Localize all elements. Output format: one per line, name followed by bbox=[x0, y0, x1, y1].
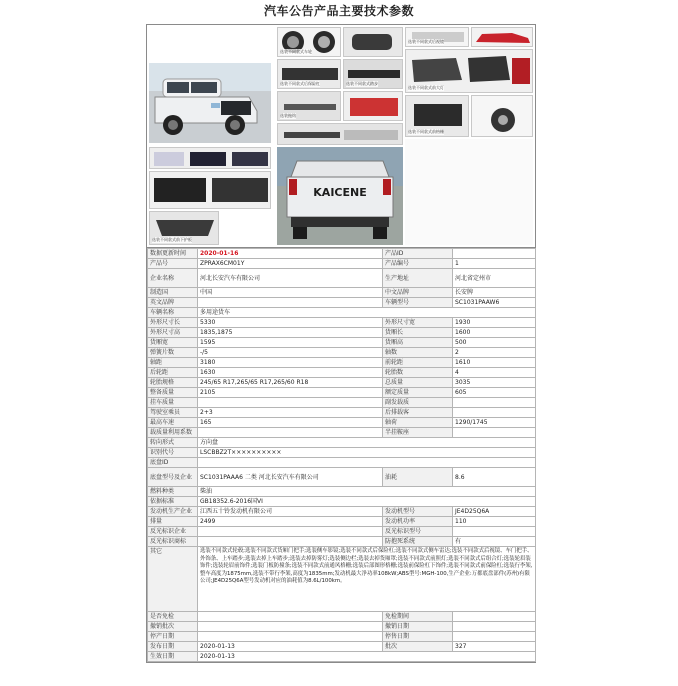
spec-field-label: 排量 bbox=[148, 517, 198, 527]
spec-sheet bbox=[146, 24, 536, 663]
spec-field-label: 英文品牌 bbox=[148, 298, 198, 308]
photo-grille bbox=[405, 95, 469, 137]
spec-field-label: 半挂鞍座 bbox=[383, 428, 453, 438]
spec-field-value: ZPRAX6CM01Y bbox=[198, 259, 383, 269]
spec-row bbox=[148, 259, 536, 269]
spec-field-value: 2105 bbox=[198, 388, 383, 398]
spec-field-value: LSCBBZ2T×××××××××× bbox=[198, 448, 536, 458]
spec-field-value: 5330 bbox=[198, 318, 383, 328]
spec-field-value bbox=[453, 398, 536, 408]
spec-field-value bbox=[198, 622, 383, 632]
spec-field-value: GB18352.6-2016国VI bbox=[198, 497, 536, 507]
spec-field-value bbox=[453, 612, 536, 622]
spec-row bbox=[148, 418, 536, 428]
spec-field-label: 油耗 bbox=[383, 468, 453, 487]
spec-field-label: 产品ID bbox=[383, 249, 453, 259]
photo-mirror-set bbox=[149, 147, 271, 169]
spec-field-label: 驾驶室乘员 bbox=[148, 408, 198, 418]
spec-row bbox=[148, 652, 536, 662]
spec-field-value: 1 bbox=[453, 259, 536, 269]
spec-row bbox=[148, 458, 536, 468]
spec-field-value bbox=[198, 398, 383, 408]
photo-headlamp bbox=[405, 49, 533, 93]
spec-field-value bbox=[453, 408, 536, 418]
photo-step-side bbox=[277, 123, 403, 145]
photo-wheels bbox=[277, 27, 341, 57]
spec-field-label: 轴荷 bbox=[383, 418, 453, 428]
spec-field-label: 其它 bbox=[148, 547, 198, 612]
spec-field-value: 4 bbox=[453, 368, 536, 378]
spec-field-value bbox=[198, 298, 383, 308]
spec-field-value: 3180 bbox=[198, 358, 383, 368]
spec-field-label: 企业名称 bbox=[148, 269, 198, 288]
spec-field-value: 中国 bbox=[198, 288, 383, 298]
caption-hitch: 选装拖钩 bbox=[280, 113, 296, 118]
spec-field-label: 发动机功率 bbox=[383, 517, 453, 527]
page-title: 汽车公告产品主要技术参数 bbox=[263, 4, 414, 18]
spec-field-value: 1290/1745 bbox=[453, 418, 536, 428]
spec-row bbox=[148, 612, 536, 622]
spec-field-value: SC1031PAAA6 二类 河北长安汽车有限公司 bbox=[198, 468, 383, 487]
spec-field-value: 8.6 bbox=[453, 468, 536, 487]
spec-field-value: 2020-01-16 bbox=[198, 249, 383, 259]
spec-field-label: 撤销批次 bbox=[148, 622, 198, 632]
spec-field-value bbox=[453, 632, 536, 642]
spec-row bbox=[148, 408, 536, 418]
spec-row bbox=[148, 527, 536, 537]
caption-lower-front: 选装不同款式前下护板 bbox=[152, 237, 192, 242]
spec-row bbox=[148, 632, 536, 642]
spec-field-value bbox=[453, 428, 536, 438]
spec-field-label: 货厢长 bbox=[383, 328, 453, 338]
photo-bed-red bbox=[343, 91, 403, 121]
spec-row bbox=[148, 298, 536, 308]
spec-field-value: 1610 bbox=[453, 358, 536, 368]
spec-field-value: 河北长安汽车有限公司 bbox=[198, 269, 383, 288]
spec-field-value: 有 bbox=[453, 537, 536, 547]
spec-field-value: 长安牌 bbox=[453, 288, 536, 298]
spec-field-label: 额定质量 bbox=[383, 388, 453, 398]
spec-field-value: 多用途货车 bbox=[198, 308, 536, 318]
spec-row bbox=[148, 547, 536, 612]
spec-field-value: 1930 bbox=[453, 318, 536, 328]
photo-truck-rear bbox=[277, 147, 403, 245]
caption-wheels: 选装不同款式车轮 bbox=[280, 49, 312, 54]
spec-field-value: 方向盘 bbox=[198, 438, 536, 448]
spec-field-label: 生效日期 bbox=[148, 652, 198, 662]
spec-row bbox=[148, 517, 536, 527]
photo-lower-guard bbox=[149, 211, 219, 245]
spec-field-value: -/5 bbox=[198, 348, 383, 358]
spec-field-label: 轴数 bbox=[383, 348, 453, 358]
spec-field-label: 副发载质 bbox=[383, 398, 453, 408]
photo-light-detail bbox=[405, 139, 533, 245]
tailgate-lettering: KAICENE bbox=[313, 186, 367, 199]
spec-field-value: JE4D25Q6A bbox=[453, 507, 536, 517]
spec-field-label: 后排载客 bbox=[383, 408, 453, 418]
spec-field-label: 载质量利用系数 bbox=[148, 428, 198, 438]
spec-row bbox=[148, 348, 536, 358]
spec-row bbox=[148, 318, 536, 328]
spec-field-value: 江西五十铃发动机有限公司 bbox=[198, 507, 383, 517]
photo-grille-variants bbox=[149, 171, 271, 209]
spec-field-label: 转向形式 bbox=[148, 438, 198, 448]
spec-field-value: 165 bbox=[198, 418, 383, 428]
spec-field-label: 货厢宽 bbox=[148, 338, 198, 348]
spec-field-label: 是否免检 bbox=[148, 612, 198, 622]
spec-field-label: 货厢高 bbox=[383, 338, 453, 348]
spec-field-value bbox=[198, 537, 383, 547]
spec-row bbox=[148, 368, 536, 378]
spec-field-value bbox=[198, 428, 383, 438]
spec-field-label: 总质量 bbox=[383, 378, 453, 388]
spec-field-label: 批次 bbox=[383, 642, 453, 652]
photo-collage bbox=[147, 25, 535, 248]
spec-field-value: 河北省定州市 bbox=[453, 269, 536, 288]
spec-field-label: 反光标识商标 bbox=[148, 537, 198, 547]
spec-row bbox=[148, 438, 536, 448]
spec-row bbox=[148, 249, 536, 259]
spec-field-label: 反光标识型号 bbox=[383, 527, 453, 537]
spec-field-label: 燃料种类 bbox=[148, 487, 198, 497]
spec-field-label: 停产日期 bbox=[148, 632, 198, 642]
spec-field-label: 轴距 bbox=[148, 358, 198, 368]
spec-field-label: 外形尺寸宽 bbox=[383, 318, 453, 328]
photo-rear-bumper bbox=[277, 59, 341, 89]
spec-field-label: 识别代号 bbox=[148, 448, 198, 458]
caption-headlamp: 选装不同款式前大灯 bbox=[408, 85, 444, 90]
spec-field-label: 生产地址 bbox=[383, 269, 453, 288]
spec-field-label: 外形尺寸高 bbox=[148, 328, 198, 338]
caption-mirror: 选装不同款式后视镜 bbox=[408, 39, 444, 44]
photo-truck-front bbox=[149, 63, 271, 143]
spec-field-value: 2499 bbox=[198, 517, 383, 527]
caption-step: 选装不同款式踏步 bbox=[346, 81, 378, 86]
spec-row bbox=[148, 642, 536, 652]
spec-field-value: 3035 bbox=[453, 378, 536, 388]
spec-field-value bbox=[198, 458, 536, 468]
spec-field-label: 外形尺寸长 bbox=[148, 318, 198, 328]
spec-field-value: 605 bbox=[453, 388, 536, 398]
spec-row bbox=[148, 507, 536, 517]
spec-row bbox=[148, 388, 536, 398]
spec-field-label: 发布日期 bbox=[148, 642, 198, 652]
spec-field-value: 1835,1875 bbox=[198, 328, 383, 338]
spec-field-label: 挂车质量 bbox=[148, 398, 198, 408]
spec-field-value bbox=[198, 612, 383, 622]
spec-field-label: 最高车速 bbox=[148, 418, 198, 428]
spec-field-value bbox=[453, 622, 536, 632]
spec-field-label: 后轮距 bbox=[148, 368, 198, 378]
spec-field-label: 车辆型号 bbox=[383, 298, 453, 308]
spec-field-value: 327 bbox=[453, 642, 536, 652]
photo-rear-lamp bbox=[405, 27, 469, 47]
spec-row bbox=[148, 497, 536, 507]
photo-front-white bbox=[471, 95, 533, 137]
photo-step bbox=[343, 59, 403, 89]
spec-field-label: 车辆名称 bbox=[148, 308, 198, 318]
spec-field-value bbox=[453, 527, 536, 537]
spec-field-label: 制造国 bbox=[148, 288, 198, 298]
spec-row bbox=[148, 537, 536, 547]
spec-field-label: 整备质量 bbox=[148, 388, 198, 398]
spec-field-value: 1600 bbox=[453, 328, 536, 338]
spec-row bbox=[148, 308, 536, 318]
spec-field-value: 柴油 bbox=[198, 487, 536, 497]
spec-field-label: 数据更新时间 bbox=[148, 249, 198, 259]
spec-row bbox=[148, 338, 536, 348]
spec-field-label: 撤销日期 bbox=[383, 622, 453, 632]
spec-field-value: 2 bbox=[453, 348, 536, 358]
spec-row bbox=[148, 448, 536, 458]
spec-field-value: 2+3 bbox=[198, 408, 383, 418]
spec-field-value: 110 bbox=[453, 517, 536, 527]
spec-row bbox=[148, 622, 536, 632]
spec-field-label: 停售日期 bbox=[383, 632, 453, 642]
spec-field-value: 500 bbox=[453, 338, 536, 348]
spec-field-label: 防抱死系统 bbox=[383, 537, 453, 547]
truck-front-icon bbox=[149, 63, 271, 143]
spec-row bbox=[148, 378, 536, 388]
spec-field-label: 发动机生产企业 bbox=[148, 507, 198, 517]
spec-field-label: 轮胎规格 bbox=[148, 378, 198, 388]
spec-field-label: 免检期间 bbox=[383, 612, 453, 622]
spec-field-label: 底盘ID bbox=[148, 458, 198, 468]
spec-field-label: 产品编号 bbox=[383, 259, 453, 269]
spec-field-value: 1630 bbox=[198, 368, 383, 378]
spec-field-label: 弹簧片数 bbox=[148, 348, 198, 358]
spec-field-value bbox=[198, 632, 383, 642]
photo-bumper-lower bbox=[277, 91, 341, 121]
spec-field-label: 反光标识企业 bbox=[148, 527, 198, 537]
spec-field-label: 前轮距 bbox=[383, 358, 453, 368]
photo-red-truck bbox=[471, 27, 533, 47]
spec-row bbox=[148, 428, 536, 438]
spec-field-label: 产品号 bbox=[148, 259, 198, 269]
spec-row bbox=[148, 398, 536, 408]
spec-row bbox=[148, 269, 536, 288]
spec-row bbox=[148, 487, 536, 497]
spec-row bbox=[148, 358, 536, 368]
spec-field-value: 2020-01-13 bbox=[198, 652, 536, 662]
spec-row bbox=[148, 328, 536, 338]
spec-field-value: 1595 bbox=[198, 338, 383, 348]
spec-table bbox=[147, 248, 536, 662]
spec-row bbox=[148, 288, 536, 298]
spec-field-label: 发动机型号 bbox=[383, 507, 453, 517]
caption-grille: 选装不同款式前格栅 bbox=[408, 129, 444, 134]
spec-field-value: 选装不同款式轮毂;选装不同款式货厢门把手;选装侧车影镜;选装不同款式后保险杠;选装不同款式侧车雷达;选装不同款式后视镜、车门把手、外饰条、上车踏步;选装去掉上车踏步;选装去掉防雾灯;选装侧边栏;选装去掉货厢罩;选装不同款式前照灯;选装不同款式后组合灯;选装轮眉装饰件;选装轮眉前饰件;选装门板防撞条;选装不同款式前通风格栅;选装后部图形格栅;选装前保险杠下饰件;选装不同款式前保险杠;选装行李架,整车高度为1875mm,选装不带行李架,高度为1835mm;发动机最大净功率108kW;ABS型号:MGH-100,生产企业:万都底盘部件(苏州)有限公司;JE4D25Q6A型号发动机对应的油耗值为8.6L/100km。 bbox=[198, 547, 536, 612]
spec-field-label: 中文品牌 bbox=[383, 288, 453, 298]
spec-field-value bbox=[453, 249, 536, 259]
spec-field-value: 2020-01-13 bbox=[198, 642, 383, 652]
spec-field-value: 245/65 R17,265/65 R17,265/60 R18 bbox=[198, 378, 383, 388]
spec-field-value: SC1031PAAW6 bbox=[453, 298, 536, 308]
photo-mirror bbox=[343, 27, 403, 57]
spec-field-value bbox=[198, 527, 383, 537]
spec-field-label: 轮胎数 bbox=[383, 368, 453, 378]
spec-row bbox=[148, 468, 536, 487]
caption-rear-bumper: 选装不同款式后保险杠 bbox=[280, 81, 320, 86]
spec-field-label: 依据标准 bbox=[148, 497, 198, 507]
spec-field-label: 底盘型号及企业 bbox=[148, 468, 198, 487]
